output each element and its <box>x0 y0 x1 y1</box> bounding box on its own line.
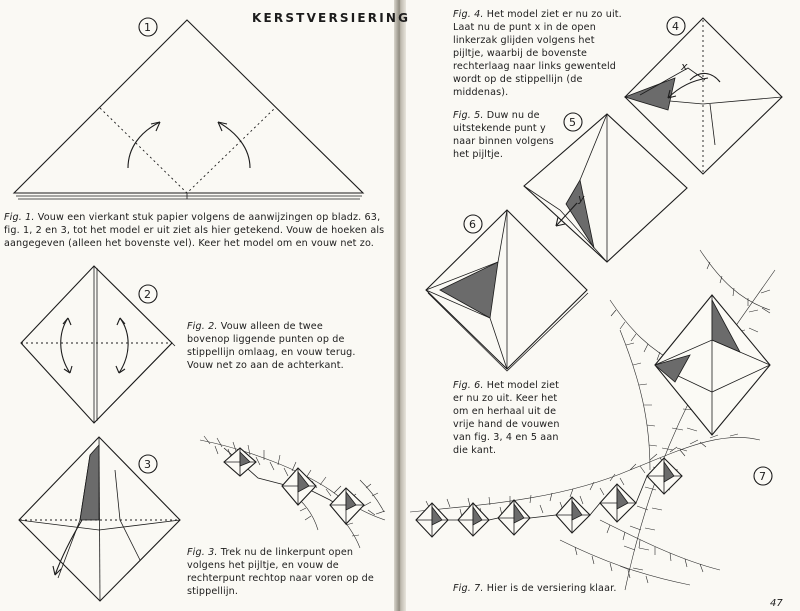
fig5-text: Duw nu de uitstekende punt y naar binnen volgens het pijltje. <box>453 110 554 160</box>
fig7-text: Hier is de versiering klaar. <box>486 583 617 594</box>
fig3-label: Fig. 3. <box>187 547 218 558</box>
fig1-diagram <box>14 20 363 199</box>
fig3-text: Trek nu de linkerpunt open volgens het pijltje, en vouw de rechterpunt rechtop naar voren op de stippellijn. <box>187 547 374 597</box>
fig5-caption <box>453 109 561 161</box>
fig4-diagram <box>625 18 782 174</box>
page-number: 47 <box>770 598 783 609</box>
fig5-label: Fig. 5. <box>453 110 484 121</box>
y-mark: y <box>578 192 585 205</box>
fig7-caption <box>453 582 753 595</box>
fig1-text: Vouw een vierkant stuk papier volgens de aanwijzingen op bladz. 63, fig. 1, 2 en 3, tot het model er uit ziet als hier getekend. Vouw de hoeken als aangegeven (alleen het bovenste vel). Keer het model om en vouw net zo. <box>4 212 385 249</box>
fig6-label: Fig. 6. <box>453 380 484 391</box>
fig-number-4: 4 <box>672 20 679 33</box>
page-title: KERSTVERSIERING <box>252 11 411 25</box>
fig-number-2: 2 <box>144 288 151 301</box>
fig3-caption <box>187 546 379 598</box>
fig2-label: Fig. 2. <box>187 321 218 332</box>
fig1-label: Fig. 1. <box>4 212 35 223</box>
fig-number-3: 3 <box>144 458 151 471</box>
fig-number-1: 1 <box>144 21 151 34</box>
fig2-caption <box>187 320 367 372</box>
fig2-text: Vouw alleen de twee bovenop liggende punten op de stippellijn omlaag, en vouw terug. Vouw net zo aan de achterkant. <box>187 321 356 371</box>
fig4-caption <box>453 8 625 99</box>
fig1-caption <box>4 211 388 250</box>
fig-number-6: 6 <box>469 218 476 231</box>
fig7-label: Fig. 7. <box>453 583 484 594</box>
ornament-chain-right <box>416 458 682 537</box>
fig4-text: Het model ziet er nu zo uit. Laat nu de punt x in de open linkerzak glijden volgens het pijltje, waarbij de bovenste rechterlaag naar links gewenteld wordt op de stippellijn (de middenas). <box>453 9 622 98</box>
fig4-label: Fig. 4. <box>453 9 484 20</box>
fig6-text: Het model ziet er nu zo uit. Keer het om en herhaal uit de vrije hand de vouwen van fig. 3, 4 en 5 aan die kant. <box>453 380 560 456</box>
large-ornament <box>655 295 770 435</box>
x-mark: x <box>681 60 688 73</box>
fig6-caption <box>453 379 571 457</box>
fig6-diagram <box>426 210 588 371</box>
fig-number-5: 5 <box>569 116 576 129</box>
ornament-chain-left <box>224 448 364 524</box>
fig-number-7: 7 <box>759 470 766 483</box>
